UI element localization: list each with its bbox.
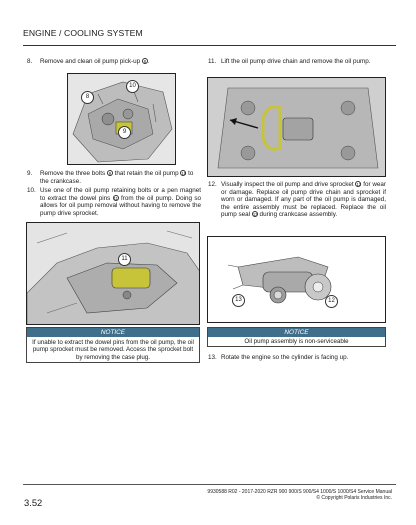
step-number: 13. <box>208 354 217 361</box>
callout-ref: 12 <box>356 182 362 187</box>
section-title: ENGINE / COOLING SYSTEM <box>23 28 143 38</box>
step-8 <box>27 58 201 66</box>
figure-oil-pump <box>207 236 386 323</box>
page-header <box>23 28 396 38</box>
callout-ref: 13 <box>252 212 258 218</box>
step-text: Remove and clean oil pump pick-up 8 . <box>40 58 150 65</box>
step-12 <box>208 181 386 219</box>
header-divider <box>23 45 396 46</box>
page-number: 3.52 <box>24 497 43 508</box>
step-text: Lift the oil pump drive chain and remove the oil pump. <box>221 58 371 65</box>
callout-8: 8 <box>81 91 94 104</box>
manual-title: 9930588 R02 - 2017-2020 RZR 900 900/S 900/S4 1000/S 1000/S4 Service Manual <box>207 489 392 495</box>
callout-ref: 8 <box>143 59 147 64</box>
callout-9: 9 <box>118 126 131 139</box>
step-9 <box>27 170 201 185</box>
step-text: Remove the three bolts 9 that retain the oil pump 10 to the crankcase. <box>40 170 194 185</box>
callout-ref: 9 <box>108 171 112 176</box>
callout-10: 10 <box>126 80 139 93</box>
oil-pump-chain-illustration <box>208 78 386 177</box>
notice-text: If unable to extract the dowel pins from the oil pump, the oil pump sprocket must be removed. Access the sprocket bolt by removing the case plug. <box>32 339 194 361</box>
callout-ref: 11 <box>113 195 119 201</box>
step-text: Rotate the engine so the cylinder is facing up. <box>221 354 349 361</box>
notice-dowel-pins <box>26 327 200 363</box>
footer-divider <box>23 484 396 485</box>
notice-heading: NOTICE <box>27 328 199 337</box>
callout-11: 11 <box>118 253 131 266</box>
crankcase-illustration <box>27 223 200 325</box>
oil-pump-illustration <box>208 237 386 323</box>
callout-12: 12 <box>325 295 338 308</box>
figure-oil-pump-pickup <box>67 73 176 165</box>
notice-text: Oil pump assembly is non-serviceable <box>244 338 349 345</box>
figure-lift-chain <box>207 77 386 177</box>
step-number: 12. <box>208 181 217 188</box>
notice-heading: NOTICE <box>208 328 385 337</box>
step-number: 11. <box>208 58 217 65</box>
callout-ref: 10 <box>181 171 187 176</box>
engine-illustration <box>68 74 176 165</box>
figure-dowel-pins <box>26 222 200 325</box>
step-11 <box>208 58 388 66</box>
notice-non-serviceable <box>207 327 386 347</box>
step-number: 10. <box>27 187 36 194</box>
footer-manual-info <box>207 489 392 502</box>
step-text: Visually inspect the oil pump and drive sprocket 12 for wear or damage. Replace oil pump drive chain and sprocket if worn or damaged. If any part of the oil pump is damaged, the entire assembly must be replaced. Replace the oil pump seal 13 during crankcase assembly. <box>221 181 386 219</box>
step-number: 8. <box>27 58 33 65</box>
step-13 <box>208 354 388 362</box>
step-10 <box>27 187 201 217</box>
copyright: © Copyright Polaris Industries Inc. <box>316 495 392 502</box>
step-number: 9. <box>27 170 33 177</box>
callout-13: 13 <box>232 294 245 307</box>
step-text: Use one of the oil pump retaining bolts or a pen magnet to extract the dowel pins 11 from the oil pump. Doing so allows for oil pump removal without having to remove the pump drive sprocket. <box>40 187 202 217</box>
